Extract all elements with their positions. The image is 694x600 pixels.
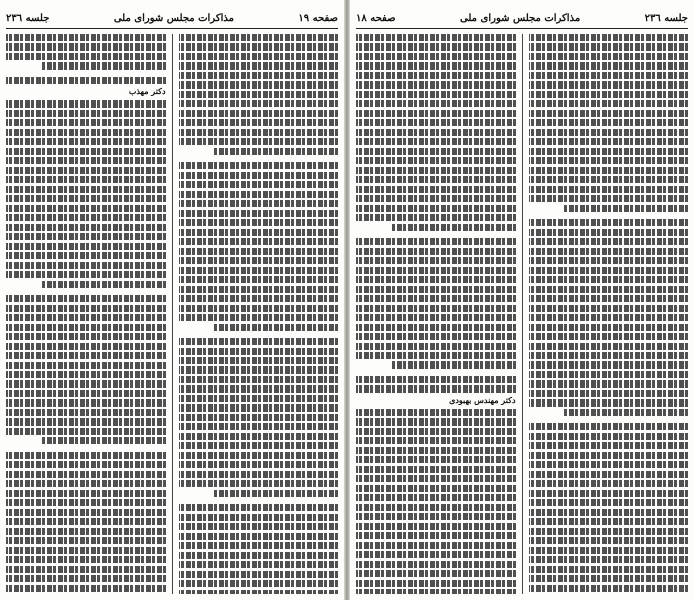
text-line xyxy=(6,100,166,107)
text-line xyxy=(529,157,689,164)
text-line xyxy=(179,480,339,487)
text-line xyxy=(529,547,689,554)
text-line xyxy=(6,305,166,312)
right-page-columns xyxy=(356,34,688,594)
text-line xyxy=(356,276,516,283)
text-line xyxy=(6,343,166,350)
text-line xyxy=(6,119,166,126)
text-line xyxy=(356,167,516,174)
text-line xyxy=(356,376,516,383)
text-line xyxy=(6,138,166,145)
text-line xyxy=(356,110,516,117)
text-line xyxy=(6,224,166,231)
text-line xyxy=(179,110,339,117)
text-line xyxy=(6,43,166,50)
text-line xyxy=(529,333,689,340)
text-line xyxy=(356,333,516,340)
text-line xyxy=(214,490,338,497)
text-line xyxy=(356,148,516,155)
text-line xyxy=(6,252,166,259)
text-line xyxy=(6,537,166,544)
text-line xyxy=(6,186,166,193)
text-line xyxy=(529,229,689,236)
text-line xyxy=(356,129,516,136)
text-line xyxy=(356,485,516,492)
text-line xyxy=(356,286,516,293)
text-line xyxy=(356,409,516,416)
text-line xyxy=(179,238,339,245)
text-line xyxy=(179,119,339,126)
text-line xyxy=(529,423,689,430)
text-line xyxy=(529,176,689,183)
text-line xyxy=(41,437,165,444)
text-line xyxy=(6,324,166,331)
text-line xyxy=(529,361,689,368)
text-line xyxy=(179,423,339,430)
text-line xyxy=(356,34,516,41)
text-line xyxy=(179,267,339,274)
text-line xyxy=(529,62,689,69)
left-page-header xyxy=(6,8,338,29)
text-line xyxy=(356,561,516,568)
text-line xyxy=(356,551,516,558)
text-line xyxy=(356,267,516,274)
text-line xyxy=(179,504,339,511)
text-line xyxy=(529,257,689,264)
text-line xyxy=(356,305,516,312)
text-line xyxy=(529,566,689,573)
text-line xyxy=(179,580,339,587)
text-line xyxy=(529,34,689,41)
text-line xyxy=(529,195,689,202)
text-line xyxy=(529,399,689,406)
text-line xyxy=(356,494,516,501)
text-line xyxy=(179,200,339,207)
text-line xyxy=(6,371,166,378)
text-line xyxy=(356,418,516,425)
text-line xyxy=(179,571,339,578)
text-line xyxy=(6,556,166,563)
text-line xyxy=(179,514,339,521)
text-line xyxy=(529,433,689,440)
text-line xyxy=(179,542,339,549)
text-line xyxy=(6,390,166,397)
text-line xyxy=(356,43,516,50)
left-page-column-right xyxy=(179,34,339,594)
text-line xyxy=(356,428,516,435)
text-line xyxy=(179,257,339,264)
text-line xyxy=(529,575,689,582)
text-line xyxy=(179,366,339,373)
text-line xyxy=(529,490,689,497)
text-line xyxy=(356,385,516,392)
text-line xyxy=(529,518,689,525)
text-line xyxy=(179,442,339,449)
text-line xyxy=(529,148,689,155)
text-line xyxy=(41,281,165,288)
text-line xyxy=(6,399,166,406)
right-page-number: صفحه ١٨ xyxy=(356,12,396,24)
text-line xyxy=(6,471,166,478)
text-line xyxy=(356,532,516,539)
text-line xyxy=(179,276,339,283)
text-line xyxy=(529,442,689,449)
text-line xyxy=(529,556,689,563)
text-line xyxy=(529,129,689,136)
text-line xyxy=(356,53,516,60)
text-line xyxy=(179,338,339,345)
text-line xyxy=(529,324,689,331)
text-line xyxy=(6,418,166,425)
column-divider xyxy=(522,34,523,594)
text-line xyxy=(391,224,515,231)
text-line xyxy=(529,81,689,88)
text-line xyxy=(356,238,516,245)
text-line xyxy=(179,395,339,402)
text-line xyxy=(179,100,339,107)
text-line xyxy=(529,100,689,107)
text-line xyxy=(356,447,516,454)
text-line xyxy=(179,305,339,312)
text-line xyxy=(179,129,339,136)
speaker-heading: دکتر مهندس بهبودی xyxy=(449,394,516,405)
left-page-number: صفحه ١٩ xyxy=(298,12,338,24)
text-line xyxy=(6,528,166,535)
text-line xyxy=(529,286,689,293)
text-line xyxy=(529,110,689,117)
column-divider xyxy=(172,34,173,594)
text-line xyxy=(529,480,689,487)
text-line xyxy=(6,176,166,183)
text-line xyxy=(356,343,516,350)
text-line xyxy=(179,452,339,459)
text-line xyxy=(6,214,166,221)
text-line xyxy=(179,91,339,98)
text-line xyxy=(356,176,516,183)
right-running-title: مذاکرات مجلس شورای ملی xyxy=(460,12,581,24)
text-line xyxy=(179,461,339,468)
text-line xyxy=(179,348,339,355)
right-session-label: جلسه ٢٣٦ xyxy=(644,12,688,24)
text-line xyxy=(529,380,689,387)
text-line xyxy=(356,81,516,88)
text-line xyxy=(356,475,516,482)
text-line xyxy=(6,362,166,369)
text-line xyxy=(391,361,515,368)
text-line xyxy=(529,91,689,98)
text-line xyxy=(6,585,166,592)
text-line xyxy=(529,43,689,50)
text-line xyxy=(6,461,166,468)
text-line xyxy=(529,138,689,145)
text-line xyxy=(529,295,689,302)
text-line xyxy=(179,295,339,302)
text-line xyxy=(41,62,165,69)
text-line xyxy=(179,210,339,217)
text-line xyxy=(179,53,339,60)
text-line xyxy=(6,271,166,278)
text-line xyxy=(6,167,166,174)
text-line xyxy=(6,575,166,582)
text-line xyxy=(179,376,339,383)
text-line xyxy=(6,428,166,435)
text-line xyxy=(356,324,516,331)
text-line xyxy=(6,148,166,155)
text-line xyxy=(6,233,166,240)
text-line xyxy=(6,509,166,516)
text-line xyxy=(356,248,516,255)
text-line xyxy=(356,72,516,79)
text-line xyxy=(179,191,339,198)
text-line xyxy=(179,523,339,530)
text-line xyxy=(356,100,516,107)
text-line xyxy=(529,509,689,516)
text-line xyxy=(529,471,689,478)
text-line xyxy=(356,195,516,202)
text-line xyxy=(6,34,166,41)
text-line xyxy=(529,343,689,350)
text-line xyxy=(179,385,339,392)
text-line xyxy=(179,43,339,50)
text-line xyxy=(6,157,166,164)
text-line xyxy=(356,542,516,549)
text-line xyxy=(179,286,339,293)
text-line xyxy=(179,81,339,88)
text-line xyxy=(356,589,516,594)
text-line xyxy=(356,352,516,359)
text-line xyxy=(6,110,166,117)
text-line xyxy=(356,504,516,511)
text-line xyxy=(356,456,516,463)
text-line xyxy=(6,490,166,497)
left-page xyxy=(0,0,344,600)
text-line xyxy=(529,390,689,397)
text-line xyxy=(179,561,339,568)
text-line xyxy=(179,229,339,236)
text-line xyxy=(6,262,166,269)
left-page-columns xyxy=(6,34,338,594)
right-page xyxy=(350,0,694,600)
text-line xyxy=(179,533,339,540)
text-line xyxy=(179,552,339,559)
text-line xyxy=(529,53,689,60)
text-line xyxy=(529,167,689,174)
right-page-column-left xyxy=(356,34,516,594)
text-line xyxy=(6,409,166,416)
text-line xyxy=(6,518,166,525)
right-page-header xyxy=(356,8,688,29)
text-line xyxy=(214,324,338,331)
text-line xyxy=(529,352,689,359)
text-line xyxy=(179,314,339,321)
text-line xyxy=(529,238,689,245)
text-line xyxy=(6,566,166,573)
text-line xyxy=(356,62,516,69)
text-line xyxy=(179,72,339,79)
text-line xyxy=(179,181,339,188)
text-line xyxy=(6,195,166,202)
text-line xyxy=(214,148,338,155)
text-line xyxy=(6,352,166,359)
right-page-column-right xyxy=(529,34,689,594)
text-line xyxy=(179,471,339,478)
text-line xyxy=(6,295,166,302)
text-line xyxy=(179,357,339,364)
text-line xyxy=(6,333,166,340)
text-line xyxy=(529,371,689,378)
text-line xyxy=(6,480,166,487)
text-line xyxy=(6,380,166,387)
text-line xyxy=(179,34,339,41)
text-line xyxy=(356,295,516,302)
text-line xyxy=(356,314,516,321)
text-line xyxy=(529,186,689,193)
text-line xyxy=(179,248,339,255)
text-line xyxy=(529,119,689,126)
text-line xyxy=(356,186,516,193)
text-line xyxy=(529,452,689,459)
text-line xyxy=(356,513,516,520)
text-line xyxy=(6,77,166,84)
text-line xyxy=(529,248,689,255)
text-line xyxy=(179,162,339,169)
text-line xyxy=(179,62,339,69)
speaker-heading: دکتر مهذب xyxy=(128,86,166,97)
text-line xyxy=(529,72,689,79)
text-line xyxy=(529,267,689,274)
text-line xyxy=(6,452,166,459)
text-line xyxy=(6,129,166,136)
text-line xyxy=(179,590,339,594)
text-line xyxy=(356,523,516,530)
text-line xyxy=(529,461,689,468)
text-line xyxy=(529,276,689,283)
text-line xyxy=(529,499,689,506)
text-line xyxy=(179,219,339,226)
text-line xyxy=(356,205,516,212)
text-line xyxy=(356,119,516,126)
text-line xyxy=(356,138,516,145)
text-line xyxy=(6,205,166,212)
text-line xyxy=(356,466,516,473)
text-line xyxy=(564,409,688,416)
text-line xyxy=(356,437,516,444)
text-line xyxy=(179,414,339,421)
text-line xyxy=(356,580,516,587)
left-running-title: مذاکرات مجلس شورای ملی xyxy=(113,12,234,24)
text-line xyxy=(529,528,689,535)
text-line xyxy=(6,243,166,250)
text-line xyxy=(179,172,339,179)
text-line xyxy=(356,570,516,577)
text-line xyxy=(529,305,689,312)
text-line xyxy=(179,433,339,440)
text-line xyxy=(179,404,339,411)
text-line xyxy=(356,257,516,264)
text-line xyxy=(529,537,689,544)
text-line xyxy=(6,53,166,60)
left-session-label: جلسه ٢٣٦ xyxy=(6,12,50,24)
text-line xyxy=(6,314,166,321)
text-line xyxy=(529,314,689,321)
text-line xyxy=(356,214,516,221)
text-line xyxy=(564,205,688,212)
text-line xyxy=(6,547,166,554)
left-page-column-left xyxy=(6,34,166,594)
text-line xyxy=(529,219,689,226)
text-line xyxy=(529,585,689,592)
text-line xyxy=(356,157,516,164)
text-line xyxy=(179,138,339,145)
text-line xyxy=(356,91,516,98)
text-line xyxy=(6,499,166,506)
